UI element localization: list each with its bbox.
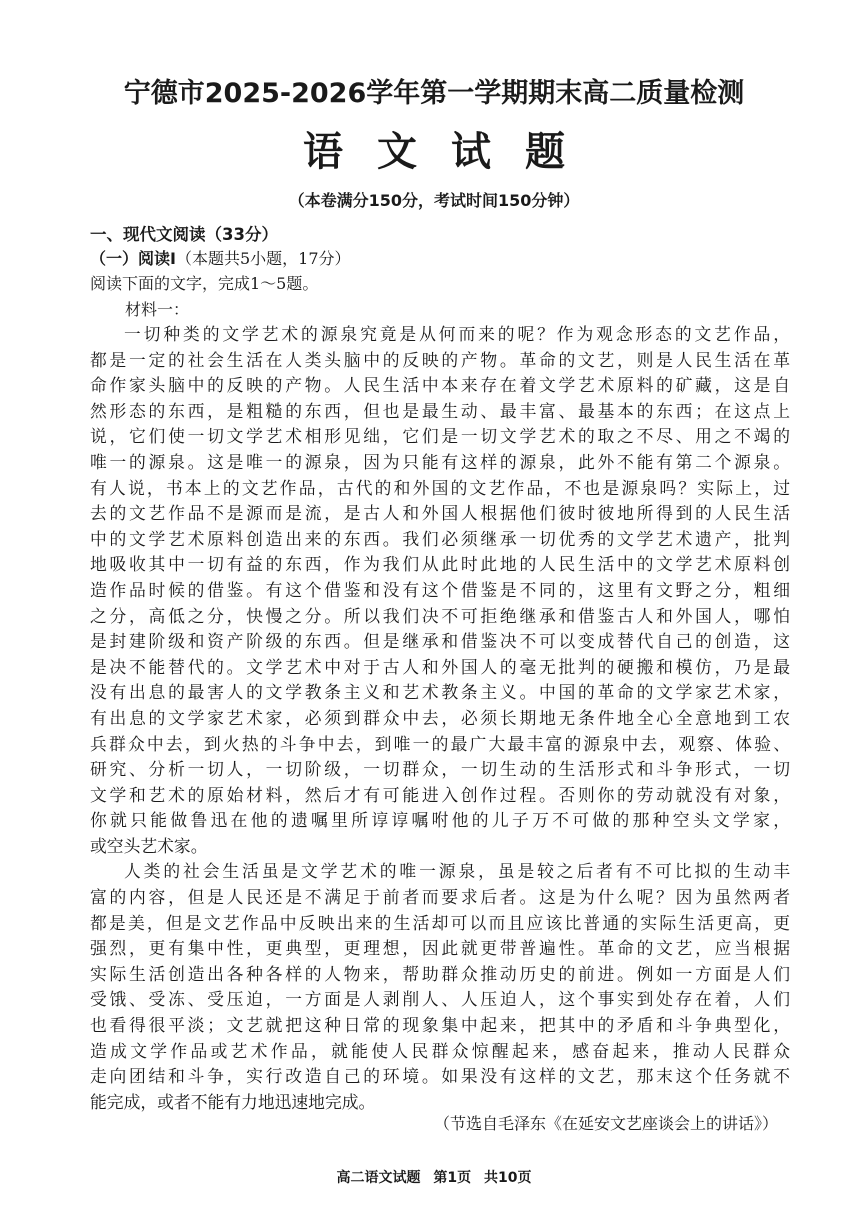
section-heading: 一、现代文阅读（33分） [90,225,278,244]
sub-heading-label: （一）阅读I [90,249,176,268]
page-footer: 高二语文试题 第1页 共10页 [336,1170,532,1186]
sub-heading-detail: （本题共5小题，17分） [175,249,351,268]
text-line: 走向团结和斗争，实行改造自己的环境。如果没有这样的文艺，那末这个任务就不 [90,1066,790,1087]
text-line: 文学和艺术的原始材料，然后才有可能进入创作过程。否则你的劳动就没有对象， [90,784,790,805]
paragraph-1 [90,322,790,859]
text-line: 然形态的东西，是粗糙的东西，但也是最生动、最丰富、最基本的东西；在这点上 [90,400,790,421]
text-line: 兵群众中去，到火热的斗争中去，到唯一的最广大最丰富的源泉中去，观察、体验、 [90,733,790,754]
text-line: 唯一的源泉。这是唯一的源泉，因为只能有这样的源泉，此外不能有第二个源泉。 [90,451,790,472]
exam-title: 宁德市2025-2026学年第一学期期末高二质量检测 [123,78,745,109]
text-line: 受饿、受冻、受压迫，一方面是人剥削人、人压迫人，这个事实到处存在着，人们 [90,989,790,1010]
text-line: 你就只能做鲁迅在他的遗嘱里所谆谆嘱咐他的儿子万不可做的那种空头文学家， [90,810,790,831]
text-line: 强烈，更有集中性，更典型，更理想，因此就更带普遍性。革命的文艺，应当根据 [90,938,790,959]
text-line: 都是美，但是文艺作品中反映出来的生活却可以而且应该比普通的实际生活更高，更 [90,912,790,933]
text-line: 人类的社会生活虽是文学艺术的唯一源泉，虽是较之后者有不可比拟的生动丰 [124,861,790,882]
text-line: 之分，高低之分，快慢之分。所以我们决不可拒绝继承和借鉴古人和外国人，哪怕 [90,605,790,626]
text-line: 说，它们使一切文学艺术相形见绌，它们是一切文学艺术的取之不尽、用之不竭的 [90,426,790,447]
text-line: 一切种类的文学艺术的源泉究竟是从何而来的呢？作为观念形态的文艺作品， [124,324,790,344]
reading-instruction: 阅读下面的文字，完成1～5题。 [90,274,319,293]
text-line: 有人说，书本上的文艺作品，古代的和外国的文艺作品，不也是源泉吗？实际上，过 [90,477,790,498]
text-line: 是决不能替代的。文学艺术中对于古人和外国人的毫无批判的硬搬和模仿，乃是最 [90,656,790,677]
paragraph-2 [90,859,790,1115]
text-line: 有出息的文学家艺术家，必须到群众中去，必须长期地无条件地全心全意地到工农 [90,707,790,728]
passage-body [90,322,790,1115]
text-line: 去的文艺作品不是源而是流，是古人和外国人根据他们彼时彼地所得到的人民生活 [90,503,790,524]
text-line: 都是一定的社会生活在人类头脑中的反映的产物。革命的文艺，则是人民生活在革 [90,349,790,370]
text-line: 造成文学作品或艺术作品，就能使人民群众惊醒起来，感奋起来，推动人民群众 [90,1040,790,1061]
text-line: 富的内容，但是人民还是不满足于前者而要求后者。这是为什么呢？因为虽然两者 [90,887,790,908]
text-line: 研究、分析一切人，一切阶级，一切群众，一切生动的生活形式和斗争形式，一切 [90,759,790,780]
material-label: 材料一： [125,300,190,319]
text-line: 实际生活创造出各种各样的人物来，帮助群众推动历史的前进。例如一方面是人们 [90,963,790,984]
text-line: 中的文学艺术原料创造出来的东西。我们必须继承一切优秀的文学艺术遗产，批判 [90,528,790,549]
text-line: 命作家头脑中的反映的产物。人民生活中本来存在着文学艺术原料的矿藏，这是自 [90,375,790,396]
text-line: 地吸收其中一切有益的东西，作为我们从此时此地的人民生活中的文学艺术原料创 [90,554,790,575]
exam-note: （本卷满分150分，考试时间150分钟） [288,191,580,210]
text-line: 能完成，或者不能有力地迅速地完成。 [90,1091,376,1112]
text-line: 造作品时候的借鉴。有这个借鉴和没有这个借鉴是不同的，这里有文野之分，粗细 [90,579,790,600]
text-line: 是封建阶级和资产阶级的东西。但是继承和借鉴决不可以变成替代自己的创造，这 [90,631,790,652]
text-line: 没有出息的最害人的文学教条主义和艺术教条主义。中国的革命的文学家艺术家， [90,682,790,703]
subject-title: 语文试题 [303,128,599,175]
source-citation: （节选自毛泽东《在延安文艺座谈会上的讲话》） [433,1114,778,1133]
text-line: 或空头艺术家。 [90,835,208,856]
sub-heading [90,247,351,271]
text-line: 也看得很平淡；文艺就把这种日常的现象集中起来，把其中的矛盾和斗争典型化， [90,1015,790,1036]
